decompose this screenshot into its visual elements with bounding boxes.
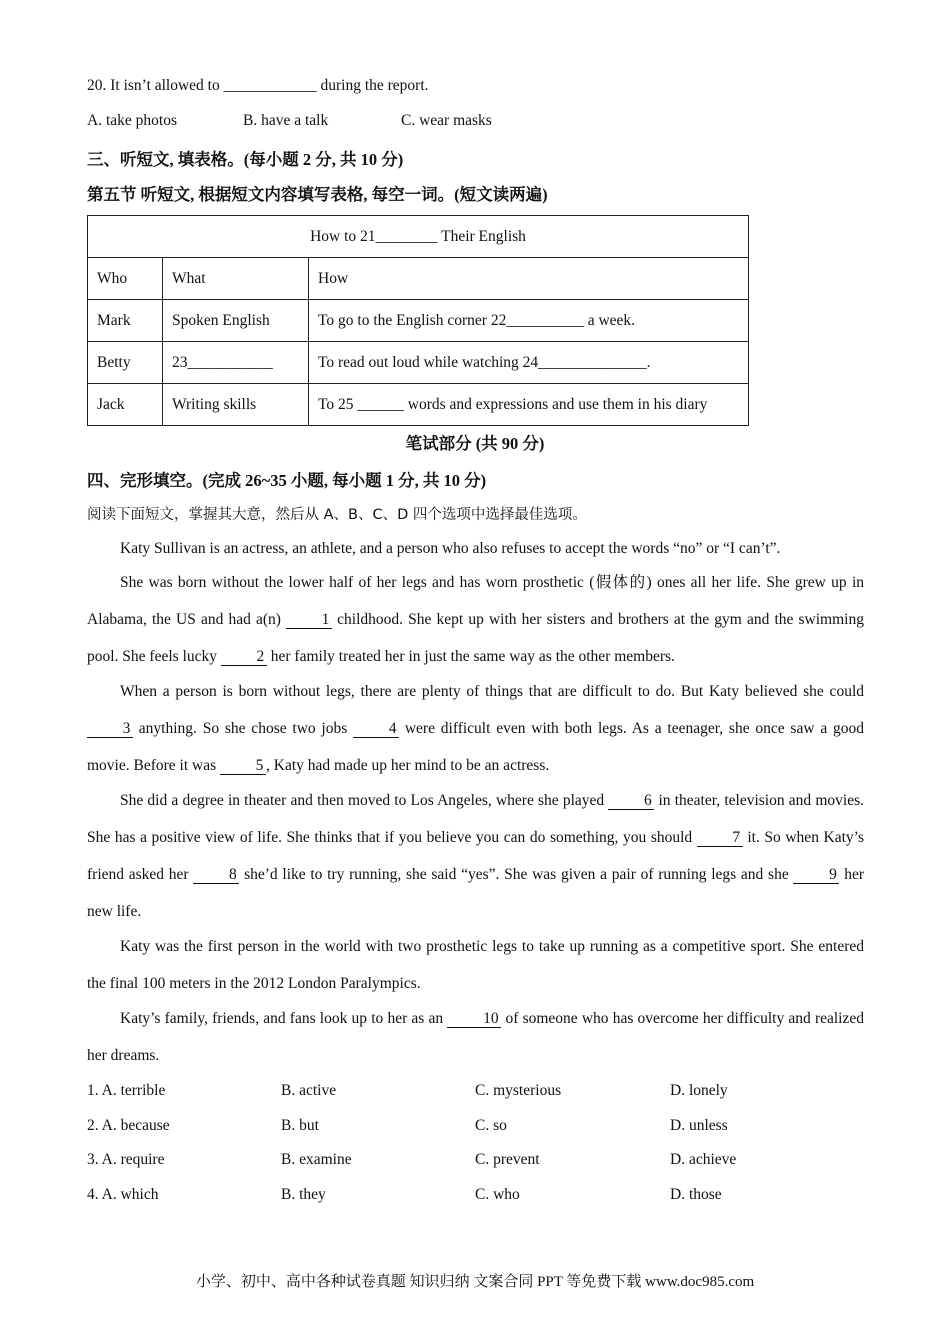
option-b: B. they — [281, 1186, 326, 1203]
option-d: D. unless — [670, 1117, 728, 1134]
option-a: 1. A. terrible — [87, 1082, 166, 1099]
paragraph-text: She was born without the lower half of her legs and has worn prosthetic (假体的) ones all her life. She grew up in Alabama, the US and had a(n) — [87, 574, 864, 628]
blank-2: 2 — [221, 649, 267, 666]
passage-paragraph-4 — [87, 782, 864, 930]
listening-fill-table — [87, 215, 749, 426]
section-4-heading: 四、完形填空。(完成 26~35 小题, 每小题 1 分, 共 10 分) — [87, 471, 487, 490]
cell-what: Spoken English — [163, 300, 309, 342]
question-20-stem: 20. It isn’t allowed to ____________ during the report. — [87, 77, 429, 94]
table-row — [88, 342, 749, 384]
option-c: C. who — [475, 1186, 520, 1203]
option-d: D. those — [670, 1186, 722, 1203]
blank-1: 1 — [286, 612, 332, 629]
blank-3: 3 — [87, 721, 133, 738]
option-c: C. prevent — [475, 1151, 540, 1168]
paragraph-text: were difficult even with both legs. As a teenager, she once saw a good movie. Before it was — [87, 720, 864, 774]
table-row — [88, 384, 749, 426]
paragraph-text: she’d like to try running, she said “yes”. She was given a pair of running legs and she — [239, 866, 794, 883]
page-footer: 小学、初中、高中各种试卷真题 知识归纳 文案合同 PPT 等免费下载 www.doc985.com — [195, 1274, 755, 1290]
option-a: 3. A. require — [87, 1151, 165, 1168]
table-title-row — [88, 216, 749, 258]
blank-9: 9 — [793, 867, 839, 884]
option-d: D. lonely — [670, 1082, 728, 1099]
paragraph-text: Katy was the first person in the world with two prosthetic legs to take up running as a competitive sport. She entered the final 100 meters in the 2012 London Paralympics. — [87, 938, 864, 992]
cell-how: To 25 ______ words and expressions and use them in his diary — [309, 384, 749, 426]
option-b: B. have a talk — [243, 112, 329, 129]
paragraph-text: , Katy had made up her mind to be an actress. — [266, 757, 550, 774]
table-header-row — [88, 258, 749, 300]
cell-how: To go to the English corner 22__________ a week. — [309, 300, 749, 342]
paragraph-text: She did a degree in theater and then moved to Los Angeles, where she played — [120, 792, 609, 809]
cell-who: Mark — [88, 300, 163, 342]
option-b: B. examine — [281, 1151, 352, 1168]
option-b: B. active — [281, 1082, 337, 1099]
cell-who: Jack — [88, 384, 163, 426]
paragraph-text: anything. So she chose two jobs — [133, 720, 354, 737]
paragraph-text: Katy Sullivan is an actress, an athlete, and a person who also refuses to accept the words “no” or “I can’t”. — [120, 540, 781, 557]
paragraph-text: of someone who has overcome her difficulty and realized her dreams. — [87, 1010, 864, 1064]
paragraph-text: in theater, television and movies. She has a positive view of life. She thinks that if you believe you can do something, you should — [87, 792, 864, 846]
table-title: How to 21________ Their English — [88, 216, 749, 258]
passage-paragraph-3 — [87, 673, 864, 784]
cell-what: 23___________ — [163, 342, 309, 384]
option-c: C. mysterious — [475, 1082, 562, 1099]
paragraph-text: it. So when Katy’s friend asked her — [87, 829, 864, 883]
blank-4: 4 — [353, 721, 399, 738]
option-c: C. so — [475, 1117, 507, 1134]
option-c: C. wear masks — [401, 112, 492, 129]
header-what: What — [163, 258, 309, 300]
passage-paragraph-2 — [87, 564, 864, 675]
cell-how: To read out loud while watching 24______________. — [309, 342, 749, 384]
blank-7: 7 — [697, 830, 743, 847]
blank-10: 10 — [447, 1011, 501, 1028]
passage-paragraph-6 — [87, 1000, 864, 1074]
cell-who: Betty — [88, 342, 163, 384]
option-a: A. take photos — [87, 112, 177, 129]
section-4-instruction: 阅读下面短文，掌握其大意，然后从 A、B、C、D 四个选项中选择最佳选项。 — [87, 507, 587, 523]
blank-8: 8 — [193, 867, 239, 884]
option-a: 2. A. because — [87, 1117, 170, 1134]
paragraph-text: When a person is born without legs, there are plenty of things that are difficult to do. But Katy believed she could — [120, 683, 864, 700]
written-part-title: 笔试部分 (共 90 分) — [405, 434, 545, 453]
option-b: B. but — [281, 1117, 319, 1134]
header-who: Who — [88, 258, 163, 300]
paragraph-text: her new life. — [87, 866, 864, 920]
blank-6: 6 — [608, 793, 654, 810]
paragraph-text: Katy’s family, friends, and fans look up to her as an — [120, 1010, 448, 1027]
paragraph-text: her family treated her in just the same way as the other members. — [266, 648, 675, 665]
passage-paragraph-5 — [87, 928, 864, 1002]
passage-paragraph-1 — [87, 530, 864, 567]
section-3-subheading: 第五节 听短文, 根据短文内容填写表格, 每空一词。(短文读两遍) — [87, 185, 548, 204]
table-row — [88, 300, 749, 342]
paragraph-text: childhood. She kept up with her sisters and brothers at the gym and the swimming pool. She feels lucky — [87, 611, 864, 665]
option-a: 4. A. which — [87, 1186, 159, 1203]
header-how: How — [309, 258, 749, 300]
section-3-heading: 三、听短文, 填表格。(每小题 2 分, 共 10 分) — [87, 150, 404, 169]
cell-what: Writing skills — [163, 384, 309, 426]
option-d: D. achieve — [670, 1151, 737, 1168]
blank-5: 5 — [220, 758, 266, 775]
